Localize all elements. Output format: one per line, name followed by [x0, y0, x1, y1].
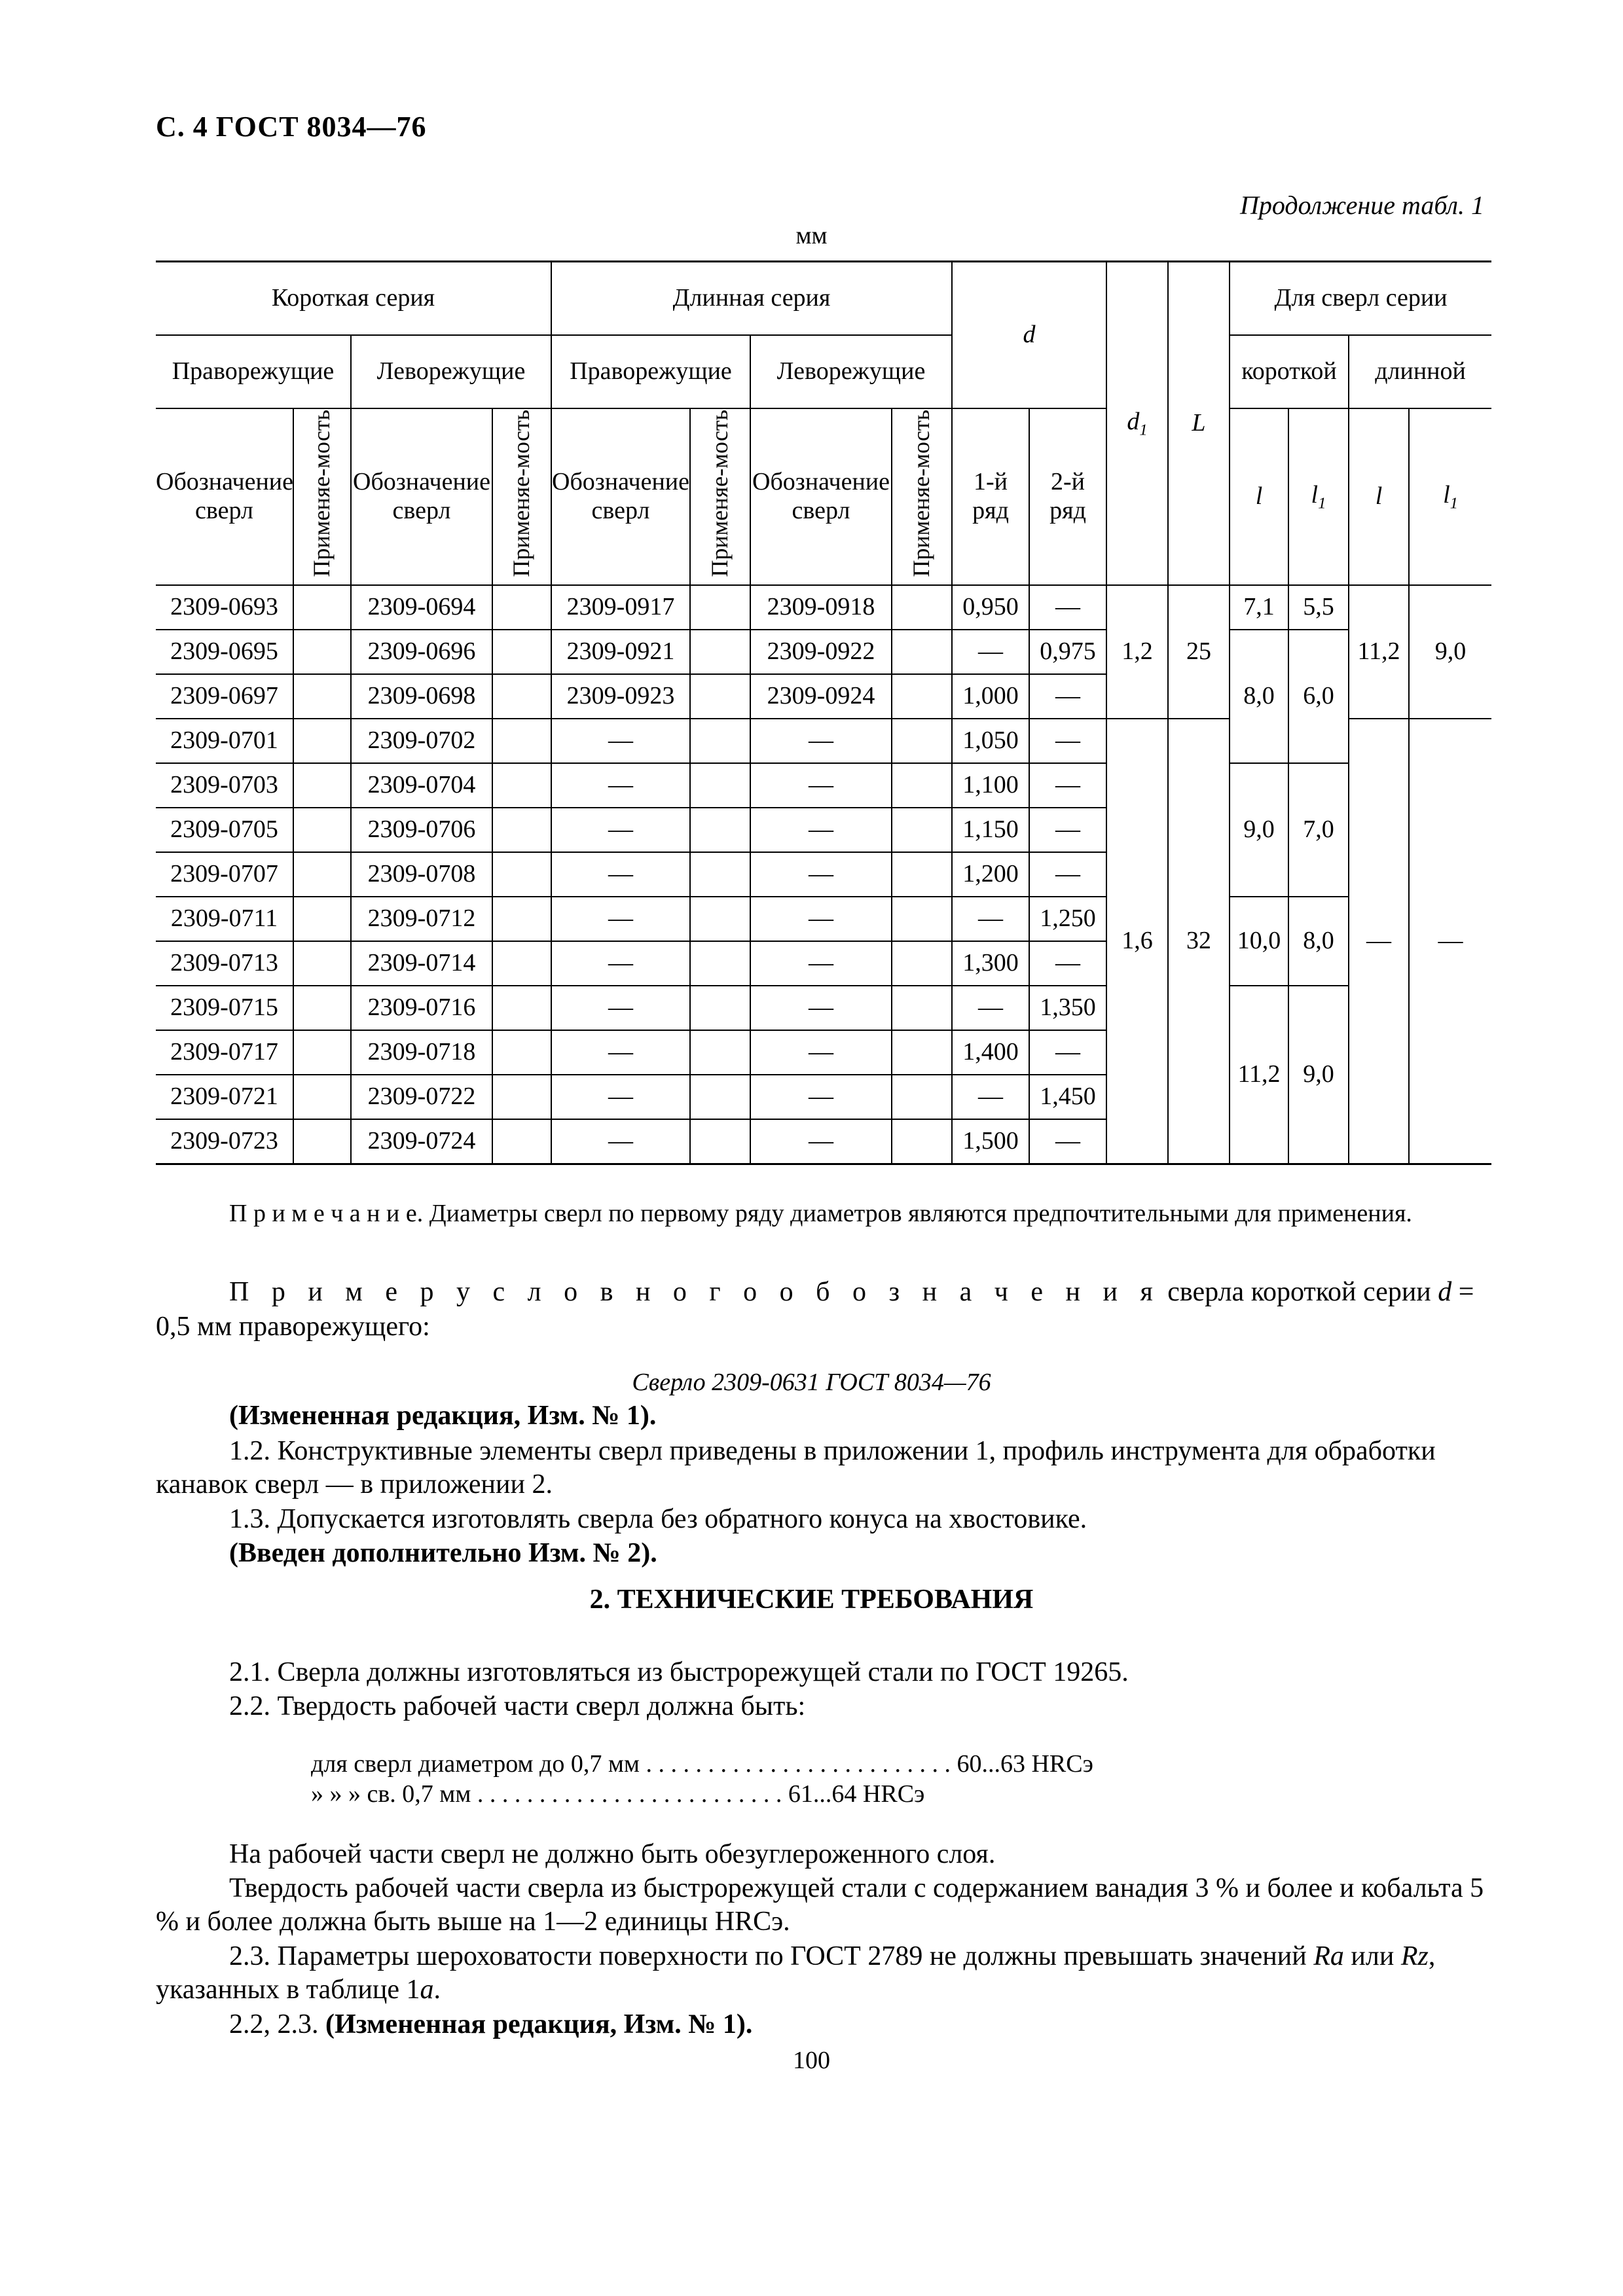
L-value: 32: [1168, 719, 1230, 1164]
paragraph-vanadium: Твердость рабочей части сверла из быстрорежущей стали с содержанием ванадия 3 % и более и кобальта 5 % и более должна быть выше на 1—2 единицы HRCэ.: [156, 1873, 1484, 1937]
short-header: короткой: [1230, 335, 1349, 408]
table-row: 2309-0695 2309-0696 2309-0921 2309-0922 — 0,975 8,0 6,0: [156, 630, 1491, 674]
table-row: 2309-0697 2309-0698 2309-0923 2309-0924 1,000 —: [156, 674, 1491, 719]
page-number: 100: [793, 2047, 830, 2074]
designation-example: П р и м е р у с л о в н о г о о б о з н а ч е н и я сверла короткой серии d = 0,5 мм праворежущего:: [156, 1277, 1474, 1342]
long-right-hand-header: Праворежущие: [551, 335, 750, 408]
table-row: 2309-0703 2309-0704 — — 1,100 — 9,0 7,0: [156, 763, 1491, 808]
short-left-hand-header: Леворежущие: [351, 335, 551, 408]
unit-label: мм: [795, 222, 828, 249]
table-row: 2309-0715 2309-0716 — — — 1,350 11,2 9,0: [156, 986, 1491, 1030]
amendment-note-3: 2.2, 2.3. (Измененная редакция, Изм. № 1).: [229, 2009, 753, 2039]
applicability-header: Применяе-мость: [690, 408, 750, 585]
d1-value: 1,6: [1106, 719, 1168, 1164]
paragraph-2-2: 2.2. Твердость рабочей части сверл должна быть:: [229, 1691, 806, 1721]
applicability-header: Применяе-мость: [492, 408, 551, 585]
paragraph-2-3: 2.3. Параметры шероховатости поверхности по ГОСТ 2789 не должны превышать значений Ra или Rz, указанных в таблице 1a.: [156, 1941, 1436, 2005]
short-l1-header: $l_1$: [1288, 408, 1349, 585]
designation-header: Обозначение сверл: [156, 408, 293, 585]
d1-header: $d_1$: [1106, 262, 1168, 586]
table-continuation-label: Продолжение табл. 1: [1239, 190, 1484, 220]
long-l1-header: $l_1$: [1409, 408, 1491, 585]
section-title: 2. ТЕХНИЧЕСКИЕ ТРЕБОВАНИЯ: [589, 1585, 1034, 1615]
long-series-header: Длинная серия: [551, 262, 952, 336]
for-series-header: Для сверл серии: [1230, 262, 1491, 336]
table-note: П р и м е ч а н и е. Диаметры сверл по первому ряду диаметров являются предпочтительными для применения.: [229, 1200, 1412, 1227]
amendment-note-1: (Измененная редакция, Изм. № 1).: [229, 1401, 657, 1431]
long-l-header: l: [1349, 408, 1409, 585]
long-left-hand-header: Леворежущие: [750, 335, 952, 408]
table-row: 2309-0723 2309-0724 — — 1,500 —: [156, 1119, 1491, 1164]
applicability-header: Применяе-мость: [892, 408, 952, 585]
paragraph-2-1: 2.1. Сверла должны изготовляться из быстрорежущей стали по ГОСТ 19265.: [229, 1657, 1129, 1687]
row2-header: 2-й ряд: [1029, 408, 1106, 585]
long-header: длинной: [1349, 335, 1491, 408]
row1-header: 1-й ряд: [952, 408, 1029, 585]
table-row: 2309-0721 2309-0722 — — — 1,450: [156, 1075, 1491, 1119]
hardness-line-1: для сверл диаметром до 0,7 мм . . . . . . . . . . . . . . . . . . . . . . . . . 60...63 HRCэ: [311, 1750, 1093, 1778]
applicability-header: Применяе-мость: [293, 408, 351, 585]
table-row: 2309-0693 2309-0694 2309-0917 2309-0918 0,950 — 1,2 25 7,1 5,5 11,2 9,0: [156, 585, 1491, 630]
short-l-header: l: [1230, 408, 1288, 585]
short-series-header: Короткая серия: [156, 262, 551, 336]
amendment-note-2: (Введен дополнительно Изм. № 2).: [229, 1538, 657, 1568]
page-header: С. 4 ГОСТ 8034—76: [156, 111, 427, 143]
paragraph-decarburization: На рабочей части сверл не должно быть обезуглероженного слоя.: [229, 1839, 996, 1869]
designation-header: Обозначение сверл: [351, 408, 492, 585]
table-row: 2309-0705 2309-0706 — — 1,150 —: [156, 808, 1491, 852]
L-header: L: [1168, 262, 1230, 586]
table-row: 2309-0701 2309-0702 — — 1,050 — 1,6 32 — —: [156, 719, 1491, 763]
L-value: 25: [1168, 585, 1230, 719]
drill-table: [156, 260, 1491, 1165]
table-row: 2309-0717 2309-0718 — — 1,400 —: [156, 1030, 1491, 1075]
designation-header: Обозначение сверл: [551, 408, 690, 585]
table-row: 2309-0711 2309-0712 — — — 1,250 10,0 8,0: [156, 897, 1491, 941]
d-header: d: [952, 262, 1106, 409]
d1-value: 1,2: [1106, 585, 1168, 719]
designation-header: Обозначение сверл: [750, 408, 892, 585]
table-row: 2309-0707 2309-0708 — — 1,200 —: [156, 852, 1491, 897]
table-row: 2309-0713 2309-0714 — — 1,300 —: [156, 941, 1491, 986]
hardness-line-2: » » » св. 0,7 мм . . . . . . . . . . . . . . . . . . . . . . . . . 61...64 HRCэ: [311, 1780, 925, 1808]
paragraph-1-2: 1.2. Конструктивные элементы сверл приведены в приложении 1, профиль инструмента для обработки канавок сверл — в приложении 2.: [156, 1436, 1436, 1500]
paragraph-1-3: 1.3. Допускается изготовлять сверла без обратного конуса на хвостовике.: [229, 1504, 1087, 1534]
short-right-hand-header: Праворежущие: [156, 335, 351, 408]
example-formula: Сверло 2309-0631 ГОСТ 8034—76: [632, 1369, 991, 1396]
